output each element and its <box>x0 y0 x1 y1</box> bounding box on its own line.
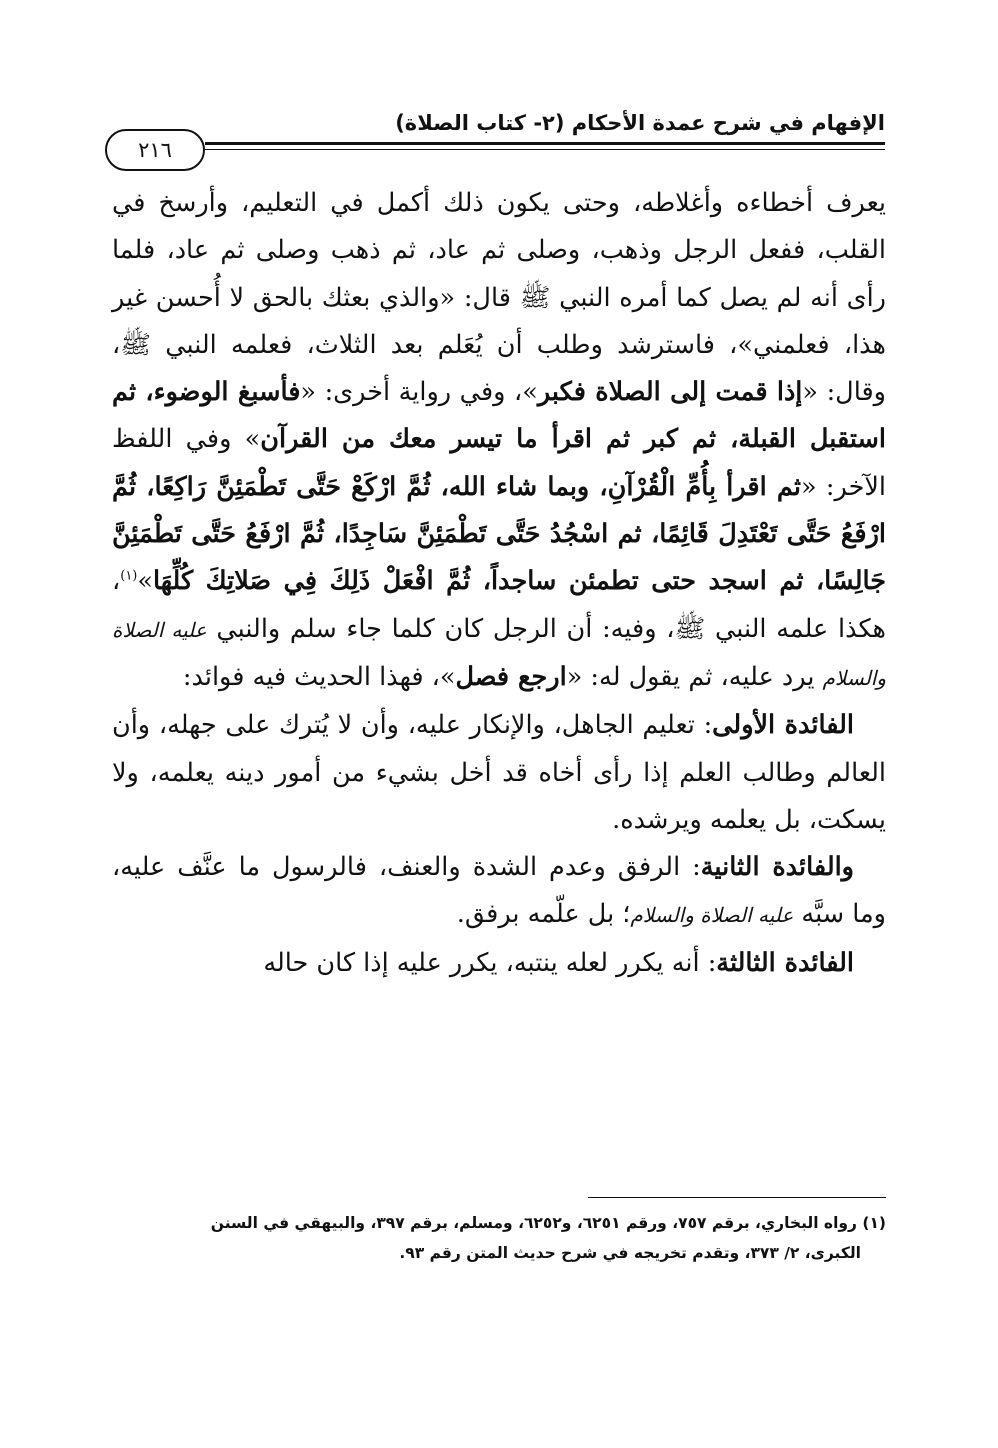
text-run: : أنه يكرر لعله ينتبه، يكرر عليه إذا كان حاله <box>263 947 717 978</box>
text-run: » <box>137 566 153 597</box>
text-run: : تعليم الجاهل، والإنكار عليه، وأن لا يُترك على جهله، وأن العالم وطالب العلم إذا رأى أخاه قد أخل بشيء من أمور دينه يعلمه، ولا يسكت، بل يعلمه ويرشده. <box>112 710 886 835</box>
benefit-label: والفائدة الثانية <box>700 852 854 883</box>
header-rule-thick <box>205 142 885 145</box>
hadith-quote: إذا قمت إلى الصلاة فكبر <box>537 377 803 408</box>
page-header <box>105 105 885 177</box>
hadith-quote: ارجع فصل <box>455 661 567 692</box>
text-run: » وفي اللفظ الآخر: « <box>112 424 886 502</box>
footnote-reference[interactable]: (١) <box>120 568 138 584</box>
hadith-quote: ثم اقرأ بِأُمِّ الْقُرْآنِ، وبما شاء الله، ثُمَّ ارْكَعْ حَتَّى تَطْمَئِنَّ رَاكِعًا، ثُمَّ ارْفَعُ حَتَّى تَعْتَدِلَ قَائِمًا، ثم اسْجُدُ حَتَّى تَطْمَئِنَّ سَاجِدًا، ثُمَّ ارْفَعُ حَتَّى تَطْمَئِنَّ جَالِسًا، ثم اسجد حتى تطمئن ساجداً، ثُمَّ افْعَلْ ذَلِكَ فِي صَلاتِكَ كُلِّهَا <box>112 471 886 597</box>
text-run: ، هكذا علمه النبي ﷺ، وفيه: أن الرجل كان كلما جاء سلم والنبي <box>112 566 886 644</box>
salutation: عليه الصلاة والسلام <box>630 903 794 928</box>
header-rule-thin <box>205 149 885 150</box>
text-run: ؛ بل علّمه برفق. <box>456 899 631 930</box>
text-run: يرد عليه، ثم يقول له: « <box>566 661 823 692</box>
paragraph-3 <box>112 844 886 940</box>
text-run: : الرفق وعدم الشدة والعنف، فالرسول ما عنَّف عليه، وما سبَّه <box>112 852 886 930</box>
benefit-label: الفائدة الأولى <box>712 710 854 741</box>
text-run: »، فهذا الحديث فيه فوائد: <box>182 661 456 692</box>
footnote-separator <box>588 1197 886 1198</box>
text-run: »، وفي رواية أخرى: « <box>300 377 538 408</box>
main-text <box>112 180 886 987</box>
footnote-line-1: (١) رواه البخاري، برقم ٧٥٧، ورقم ٦٢٥١، و٦٢٥٢، ومسلم، برقم ٣٩٧، والبيهقي في السنن <box>210 1214 886 1232</box>
footnote-line-2: الكبرى، ٢/ ٣٧٣، وتقدم تخريجه في شرح حديث المتن رقم ٩٣. <box>399 1244 861 1262</box>
hadith-quote: فأسبغ الوضوء، ثم استقبل القبلة، ثم كبر ثم اقرأ ما تيسر معك من القرآن <box>112 377 886 455</box>
text-run: يعرف أخطاءه وأغلاطه، وحتى يكون ذلك أكمل في التعليم، وأرسخ في القلب، ففعل الرجل وذهب، وصلى ثم عاد، ثم ذهب وصلى ثم عاد، فلما رأى أنه لم يصل كما أمره النبي ﷺ قال: «والذي بعثك بالحق لا أُحسن غير هذا، فعلمني»، فاسترشد وطلب أن يُعَلم بعد الثلاث، فعلمه النبي ﷺ، وقال: « <box>112 188 886 408</box>
page-number: ٢١٦ <box>105 129 205 171</box>
running-title: الإفهام في شرح عمدة الأحكام (٢- كتاب الصلاة) <box>395 111 885 135</box>
salutation: عليه الصلاة والسلام <box>112 617 886 690</box>
paragraph-2 <box>112 702 886 844</box>
benefit-label: الفائدة الثالثة <box>716 947 854 978</box>
footnote <box>112 1208 886 1268</box>
paragraph-1 <box>112 180 886 702</box>
paragraph-4 <box>112 940 886 987</box>
